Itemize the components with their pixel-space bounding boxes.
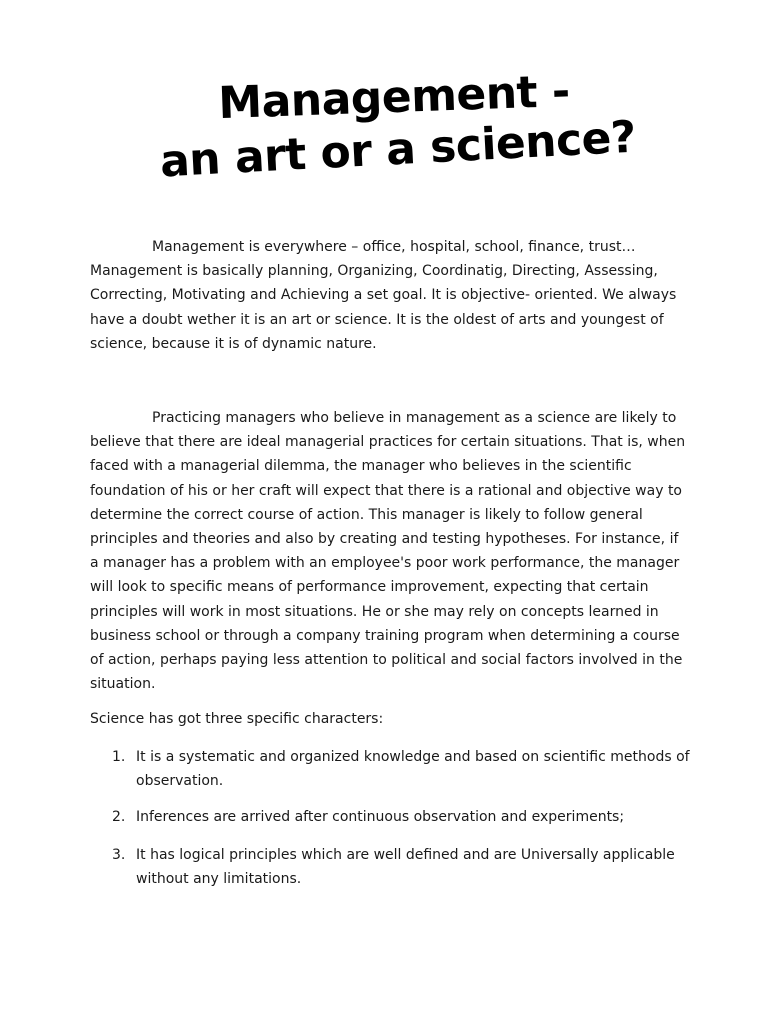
paragraph-intro xyxy=(90,235,690,356)
list-item xyxy=(90,805,690,829)
characters-list-item-1 xyxy=(90,745,690,793)
list-item xyxy=(90,745,690,793)
paragraph-intro-text: Management is everywhere – office, hospital, school, finance, trust… Management is basically planning, Organizing, Coordinatig, Directing, Assessing, Correcting, Motivating and Achieving a set goal. It is objective- oriented. We always have a doubt wether it is an art or science. It is the oldest of arts and youngest of science, because it is of dynamic nature. xyxy=(90,239,677,352)
title-line-2: an art or a science? xyxy=(158,111,638,188)
paragraph-characters-intro: Science has got three specific characters: xyxy=(90,711,384,727)
characters-list-item-3 xyxy=(90,843,690,891)
list-item-number: 1. xyxy=(112,749,126,765)
list-item xyxy=(90,843,690,891)
list-item-text: It has logical principles which are well defined and are Universally applicable without any limitations. xyxy=(136,847,675,888)
paragraph-science-view xyxy=(90,406,690,696)
list-item-text: It is a systematic and organized knowledge and based on scientific methods of observation. xyxy=(136,749,690,790)
characters-list-item-2 xyxy=(90,805,690,829)
list-item-number: 2. xyxy=(112,809,126,825)
list-item-number: 3. xyxy=(112,847,126,863)
paragraph-science-view-text: Practicing managers who believe in management as a science are likely to believe that there are ideal managerial practices for certain situations. That is, when faced with a managerial dilemma, the manager who believes in the scientific foundation of his or her craft will expect that there is a rational and objective way to determine the correct course of action. This manager is likely to follow general principles and theories and also by creating and testing hypotheses. For instance, if a manager has a problem with an employee's poor work performance, the manager will look to specific means of performance improvement, expecting that certain principles will work in most situations. He or she may rely on concepts learned in business school or through a company training program when determining a course of action, perhaps paying less attention to political and social factors involved in the situation. xyxy=(90,410,686,693)
title-line-1: Management - xyxy=(217,65,571,130)
list-item-text: Inferences are arrived after continuous observation and experiments; xyxy=(136,809,625,825)
